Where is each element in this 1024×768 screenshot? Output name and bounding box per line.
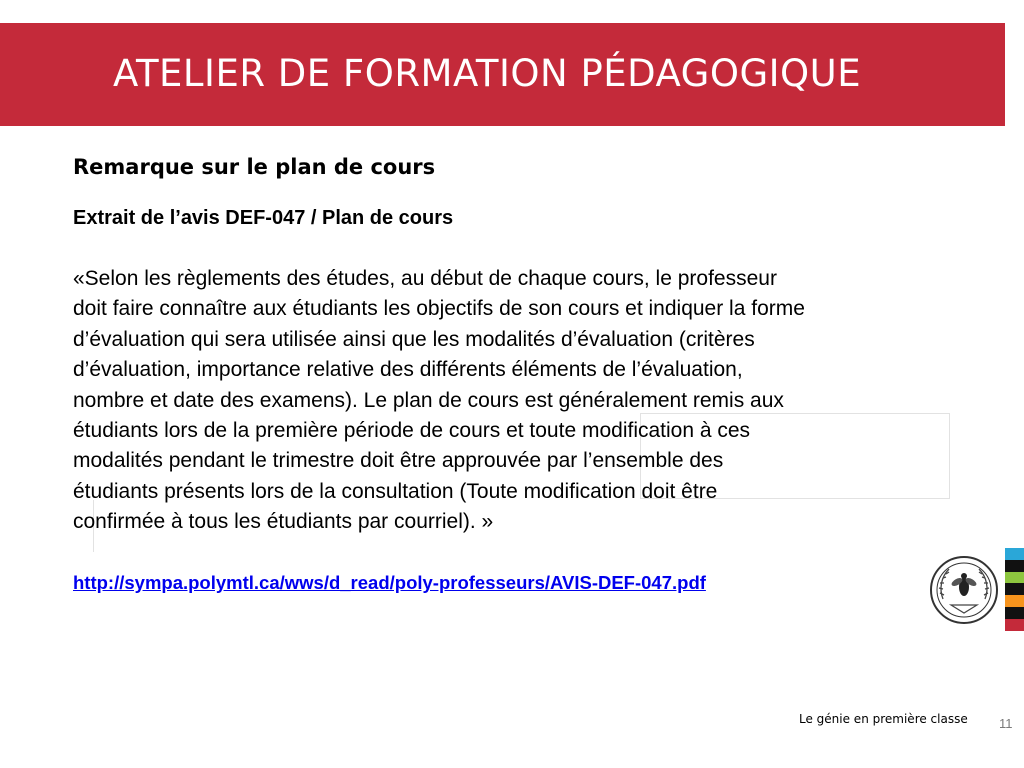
polytechnique-seal-icon (929, 555, 999, 625)
quote-line: étudiants présents lors de la consultation (Toute modification doit être (73, 479, 718, 503)
quote-line: doit faire connaître aux étudiants les objectifs de son cours et indiquer la forme (73, 297, 805, 321)
stripe (1005, 595, 1024, 607)
quote-line: «Selon les règlements des études, au début de chaque cours, le professeur (73, 267, 777, 290)
slide-title: ATELIER DE FORMATION PÉDAGOGIQUE (113, 52, 862, 95)
stripe (1005, 607, 1024, 619)
quote-line: nombre et date des examens). Le plan de cours est généralement remis aux (73, 388, 784, 412)
quote-line: étudiants lors de la première période de cours et toute modification à ces (73, 419, 751, 443)
footer-tagline: Le génie en première classe (799, 712, 968, 726)
subheading: Extrait de l’avis DEF-047 / Plan de cours (73, 207, 454, 229)
color-stripes (1005, 548, 1024, 631)
stripe (1005, 619, 1024, 631)
stripe (1005, 583, 1024, 595)
quote-line: d’évaluation qui sera utilisée ainsi que les modalités d’évaluation (critères (73, 327, 755, 351)
quote-line: d’évaluation, importance relative des différents éléments de l’évaluation, (73, 358, 743, 382)
stripe (1005, 548, 1024, 560)
quote-line: modalités pendant le trimestre doit être approuvée par l’ensemble des (73, 449, 724, 473)
avis-def-047-link[interactable]: http://sympa.polymtl.ca/wws/d_read/poly-professeurs/AVIS-DEF-047.pdf (73, 572, 706, 593)
stripe (1005, 572, 1024, 584)
page-number: 11 (999, 716, 1013, 731)
quote-line: confirmée à tous les étudiants par courriel). » (73, 510, 494, 534)
section-heading: Remarque sur le plan de cours (73, 155, 436, 179)
stripe (1005, 560, 1024, 572)
quote-block (73, 264, 973, 538)
